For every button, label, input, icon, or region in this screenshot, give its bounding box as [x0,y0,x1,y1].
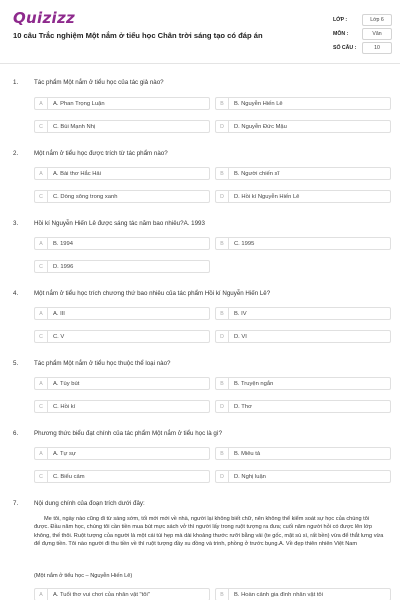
answer-option-b[interactable] [215,97,391,110]
meta-question-count [333,42,391,56]
meta-subject-value: Văn [362,28,392,40]
passage-source: (Một nắm ở tiểu học – Nguyễn Hiến Lê) [34,573,133,579]
option-text: C. 1995 [234,241,255,247]
meta-subject [333,28,391,42]
answer-option-b[interactable] [215,377,391,390]
answer-option-b[interactable] [215,167,391,180]
option-text: C. Hồi kí [53,404,76,410]
option-letter: B [216,589,229,600]
option-text: D. Hồi kí Nguyễn Hiến Lê [234,194,300,200]
option-text: B. Người chiến sĩ [234,171,280,177]
option-letter: D [216,471,229,483]
answer-option-c[interactable] [34,260,210,273]
answer-option-d[interactable] [215,190,391,203]
option-text: A. Phan Trọng Luận [53,101,105,107]
meta-question-count-label: SỐ CÂU : [333,45,357,51]
question-number: 3. [13,220,19,227]
option-text: D. Thơ [234,404,252,410]
option-letter: A [35,98,48,110]
option-letter: C [35,331,48,343]
option-text: D. Nghị luận [234,474,266,480]
answer-option-d[interactable] [215,330,391,343]
option-text: A. Bài thơ Hắc Hải [53,171,101,177]
answer-option-a[interactable] [34,588,210,600]
answer-option-c[interactable] [34,190,210,203]
option-text: C. V [53,334,65,340]
worksheet-header [0,0,400,62]
option-letter: D [216,401,229,413]
question-text: Hồi kí Nguyễn Hiến Lê được sáng tác năm bao nhiêu?A. 1993 [34,220,205,227]
answer-option-a[interactable] [34,377,210,390]
option-letter: B [216,98,229,110]
option-text: B. Nguyễn Hiến Lê [234,101,283,107]
option-text: D. Nguyễn Đức Mậu [234,124,287,130]
option-letter: D [216,331,229,343]
answer-option-c[interactable] [34,400,210,413]
option-text: C. Bùi Mạnh Nhị [53,124,96,130]
option-letter: A [35,448,48,460]
answer-option-b[interactable] [215,307,391,320]
option-text: B. Hoàn cảnh gia đình nhân vật tôi [234,592,323,598]
question-text: Một nắm ở tiểu học được trích từ tác phẩm nào? [34,150,168,157]
option-text: D. VI [234,334,247,340]
answer-option-a[interactable] [34,167,210,180]
option-text: C. Dòng sông trong xanh [53,194,118,200]
meta-question-count-value: 10 [362,42,392,54]
meta-grade-label: LỚP : [333,17,348,23]
worksheet-title: 10 câu Trắc nghiệm Một nắm ở tiểu học Chân trời sáng tạo có đáp án [13,31,263,40]
option-letter: C [35,471,48,483]
option-letter: B [216,378,229,390]
answer-option-b[interactable] [215,447,391,460]
question-text: Nội dung chính của đoạn trích dưới đây: [34,500,145,507]
answer-option-d[interactable] [215,400,391,413]
answer-option-c[interactable] [34,330,210,343]
answer-option-a[interactable] [34,237,210,250]
answer-option-b[interactable] [215,588,391,600]
option-text: A. Tuổi thơ vui chơi của nhân vật "tôi" [53,592,150,598]
answer-option-d[interactable] [215,470,391,483]
meta-subject-label: MÔN : [333,31,349,37]
option-text: B. Miêu tả [234,451,261,457]
option-letter: D [216,191,229,203]
option-letter: D [216,121,229,133]
meta-grade-value: Lớp 6 [362,14,392,26]
option-text: A. III [53,311,65,317]
option-text: B. 1994 [53,241,73,247]
question-number: 4. [13,290,19,297]
option-letter: C [35,191,48,203]
question-text: Tác phẩm Một nắm ở tiểu học thuộc thể loại nào? [34,360,171,367]
option-letter: A [35,168,48,180]
answer-option-d[interactable] [215,120,391,133]
option-letter: C [35,261,48,273]
option-letter: A [35,308,48,320]
option-text: B. IV [234,311,247,317]
option-text: A. Tự sự [53,451,76,457]
reading-passage: Me tôi, ngày nào cũng đi từ sáng sớm, tối mới mới về nhà, người lại không biết chữ, nên không thể kiểm soát sự học của chúng tôi được. Đầu năm học, chúng tôi cần tiền mua bút mực sách vở thì người lấy trong ruột tượng ra đưa; cuối năm người hỏi có được lên lớp không, thế thôi. Ruột tượng của người là một cái túi hẹp mà dài khoảng thước rưỡi bằng vải (te gốc, mặt sù sì, rất bền) vừa để thắt lưng vừa để đựng tiền. Tôi nào người đi thu tiền về thì ruột tượng đầy xu đồng và trinh, phồng ở trước bụng.A. Về đẹp thiên nhiên Việt Nam [34,516,384,548]
header-divider [0,63,400,64]
question-number: 7. [13,500,19,507]
question-text: Phương thức biểu đạt chính của tác phẩm Một nắm ở tiểu học là gì? [34,430,223,437]
answer-option-b[interactable] [215,237,391,250]
question-number: 2. [13,150,19,157]
question-text: Tác phẩm Một nắm ở tiểu học của tác giả nào? [34,79,164,86]
option-letter: A [35,378,48,390]
option-text: B. Truyện ngắn [234,381,274,387]
question-text: Một nắm ở tiểu học trích chương thứ bao nhiêu của tác phẩm Hồi kí Nguyễn Hiến Lê? [34,290,271,297]
option-letter: A [35,589,48,600]
option-text: D. 1996 [53,264,74,270]
option-text: A. Tùy bút [53,381,80,387]
answer-option-a[interactable] [34,307,210,320]
option-letter: B [216,308,229,320]
answer-option-a[interactable] [34,97,210,110]
option-letter: B [216,448,229,460]
answer-option-c[interactable] [34,120,210,133]
quizizz-logo: Quizizz [13,9,76,27]
option-letter: B [216,238,229,250]
question-number: 1. [13,79,19,86]
option-text: C. Biểu cảm [53,474,85,480]
option-letter: B [216,168,229,180]
question-number: 5. [13,360,19,367]
meta-grade [333,14,391,28]
answer-option-c[interactable] [34,470,210,483]
question-number: 6. [13,430,19,437]
option-letter: C [35,121,48,133]
answer-option-a[interactable] [34,447,210,460]
option-letter: A [35,238,48,250]
option-letter: C [35,401,48,413]
